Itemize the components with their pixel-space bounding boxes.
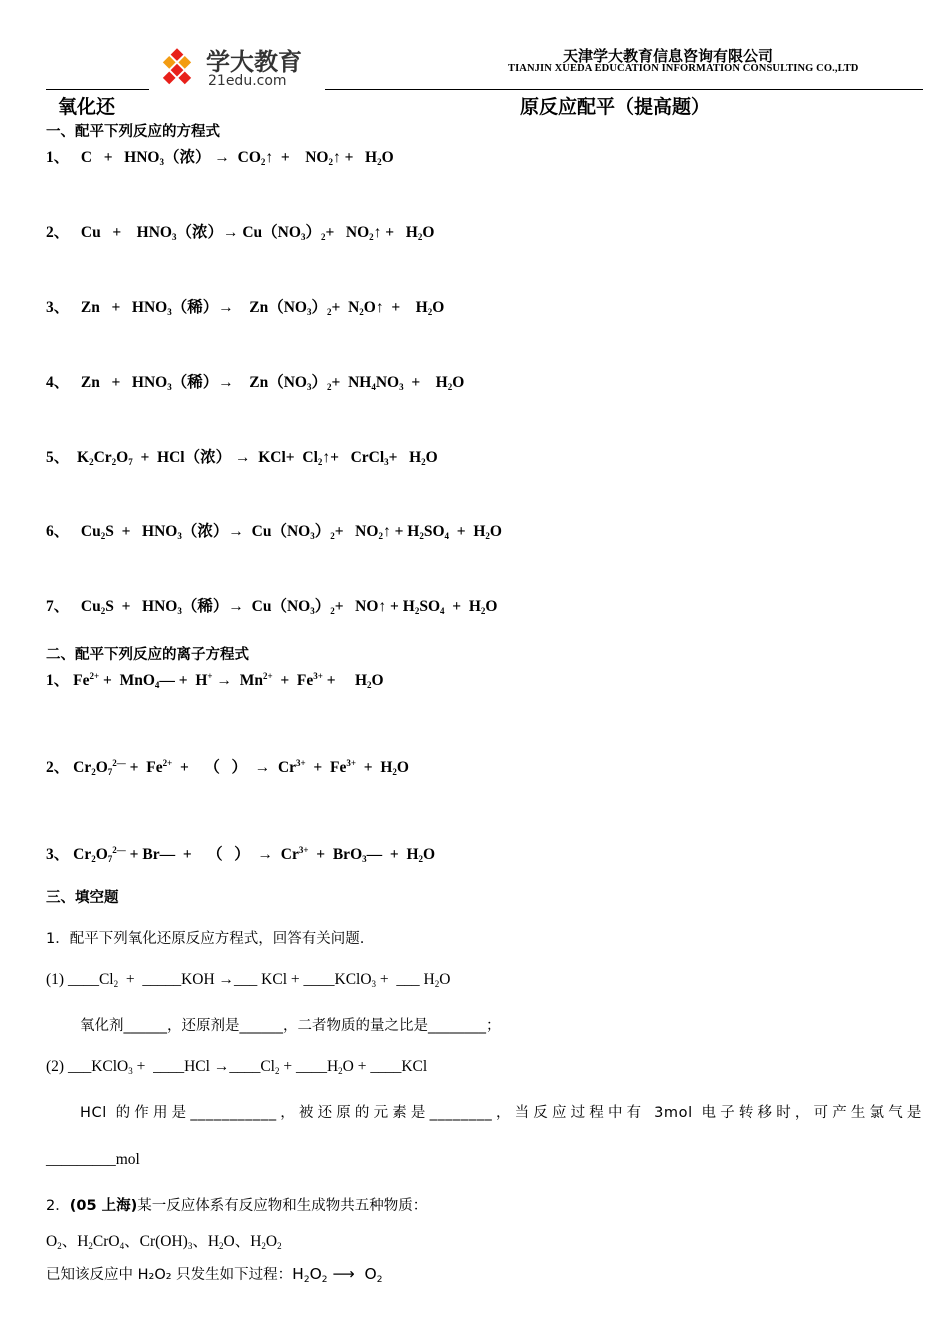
logo-url: 21edu.com <box>208 73 287 89</box>
equation-number: 1、 <box>46 149 70 166</box>
equation-number: 3、 <box>46 299 70 316</box>
equation-2: 2、 Cu + $HNO_3$（浓）→ $Cu(NO_3)_2+$ $NO_2↑ + H_2O$ <box>46 224 435 242</box>
arrow-icon: → <box>228 523 244 540</box>
logo-text: 学大教育 <box>206 48 302 76</box>
xueda-logo-icon <box>148 42 206 94</box>
equation-6: 6、 $Cu_2S + HNO_3$（浓）→ $Cu(NO_3)_2+$ $NO_2↑ + H_2SO_4 + H_2O$ <box>46 523 502 541</box>
equation-number: 6、 <box>46 523 70 540</box>
company-name-en: TIANJIN XUEDA EDUCATION INFORMATION CONSULTING CO.,LTD <box>508 63 859 74</box>
ionic-equation-3: 3、 $Cr_2O_7^{2—}$ + Br— + （ ） → $Cr^{3+}$ + BrO$_3$— + $H_2O$ <box>46 845 436 864</box>
equation-number: 5、 <box>46 449 70 466</box>
equation-number: 1、 <box>46 672 70 689</box>
arrow-icon: → <box>214 149 230 166</box>
equation-5: 5、 $K_2Cr_2O_7 + HCl$（浓） → $KCl+ Cl_2↑+$ CrCl$_3$+ $H_2O$ <box>46 449 438 467</box>
company-name-cn: 天津学大教育信息咨询有限公司 <box>563 47 774 65</box>
q1-part1-question: 氧化剂______，还原剂是______，二者物质的量之比是________； <box>80 1018 501 1034</box>
title-right: 原反应配平（提高题） <box>520 96 711 118</box>
section3-heading: 三、填空题 <box>46 890 119 906</box>
arrow-icon: → <box>222 224 239 241</box>
equation-7: 7、 $Cu_2S + HNO_3$（稀）→ $Cu(NO_3)_2+$ NO↑ + $H_2SO_4 + H_2O$ <box>46 598 498 616</box>
equation-number: 3、 <box>46 846 70 863</box>
equation-number: 2、 <box>46 759 70 776</box>
arrow-icon: → <box>228 598 244 615</box>
equation-4: 4、 $Zn + HNO_3$（稀）→ $Zn(NO_3)_2+ NH_4NO_3$ + $H_2O$ <box>46 374 465 392</box>
q1-part2-question: HCl 的作用是___________，被还原的元素是________，当反应过程中有 3mol 电子转移时，可产生氯气是 <box>80 1105 922 1121</box>
equation-1: 1、 $C + HNO_3$（浓） → $CO_2↑$ + $NO_2↑ + H_2O$ <box>46 149 394 167</box>
q2-intro-text: 某一反应体系有反应物和生成物共五种物质： <box>137 1198 428 1214</box>
arrow-icon: → <box>234 449 251 466</box>
title-left: 氧化还 <box>58 96 116 118</box>
part-label: (2) <box>46 1058 65 1075</box>
part-label: (1) <box>46 971 65 988</box>
q2-known: 已知该反应中 H₂O₂ 只发生如下过程：$H_2O_2$ ⟶ $O_2$ <box>46 1265 383 1285</box>
arrow-icon: → <box>216 672 232 689</box>
q1-intro: 1．配平下列氧化还原反应方程式，回答有关问题. <box>46 931 365 947</box>
arrow-icon: ⟶ <box>332 1265 355 1283</box>
q2-known-text: 已知该反应中 H₂O₂ 只发生如下过程： <box>46 1267 293 1283</box>
arrow-icon: → <box>257 846 274 863</box>
arrow-icon: → <box>254 759 271 776</box>
q2-number: 2． <box>46 1198 70 1214</box>
equation-3: 3、 $Zn + HNO_3$（稀）→ $Zn(NO_3)_2+$ $N_2O↑$ + $H_2O$ <box>46 299 445 317</box>
arrow-icon: → <box>218 374 234 391</box>
q1-part2-equation: (2) ___KClO$_3$ + ____HCl $\to\_\_\_\_Cl_2$ + $\_\_\_\_H_2O$ + ____KCl <box>46 1058 428 1076</box>
equation-number: 4、 <box>46 374 70 391</box>
ionic-equation-1: 1、 $Fe^{2+}$ + MnO$_4$— + $H^+ \to Mn^{2+} + Fe^{3+}$ + $H_2O$ <box>46 671 384 690</box>
q1-part1-equation: (1) $\_\_\_\_Cl_2$ + _____KOH →___ KCl + ____KClO$_3$ + ___ $H_2O$ <box>46 971 451 989</box>
section2-heading: 二、配平下列反应的离子方程式 <box>46 647 249 663</box>
q2-intro <box>46 1194 427 1215</box>
q2-substances: $O_2$、$H_2CrO_4$、$Cr(OH)_3$、$H_2O$、$H_2O_2$ <box>46 1233 282 1251</box>
equation-number: 7、 <box>46 598 70 615</box>
equation-number: 2、 <box>46 224 70 241</box>
ionic-equation-2: 2、 $Cr_2O_7^{2—} + Fe^{2+}$ + （ ） → $Cr^{3+} + Fe^{3+} + H_2O$ <box>46 758 409 777</box>
header-rule-left <box>46 89 149 90</box>
q2-source: (05 上海) <box>69 1198 138 1214</box>
header-rule-right <box>325 89 923 90</box>
q1-part2-tail: _________mol <box>46 1151 140 1168</box>
section1-heading: 一、配平下列反应的方程式 <box>46 124 220 140</box>
arrow-icon: → <box>218 299 234 316</box>
